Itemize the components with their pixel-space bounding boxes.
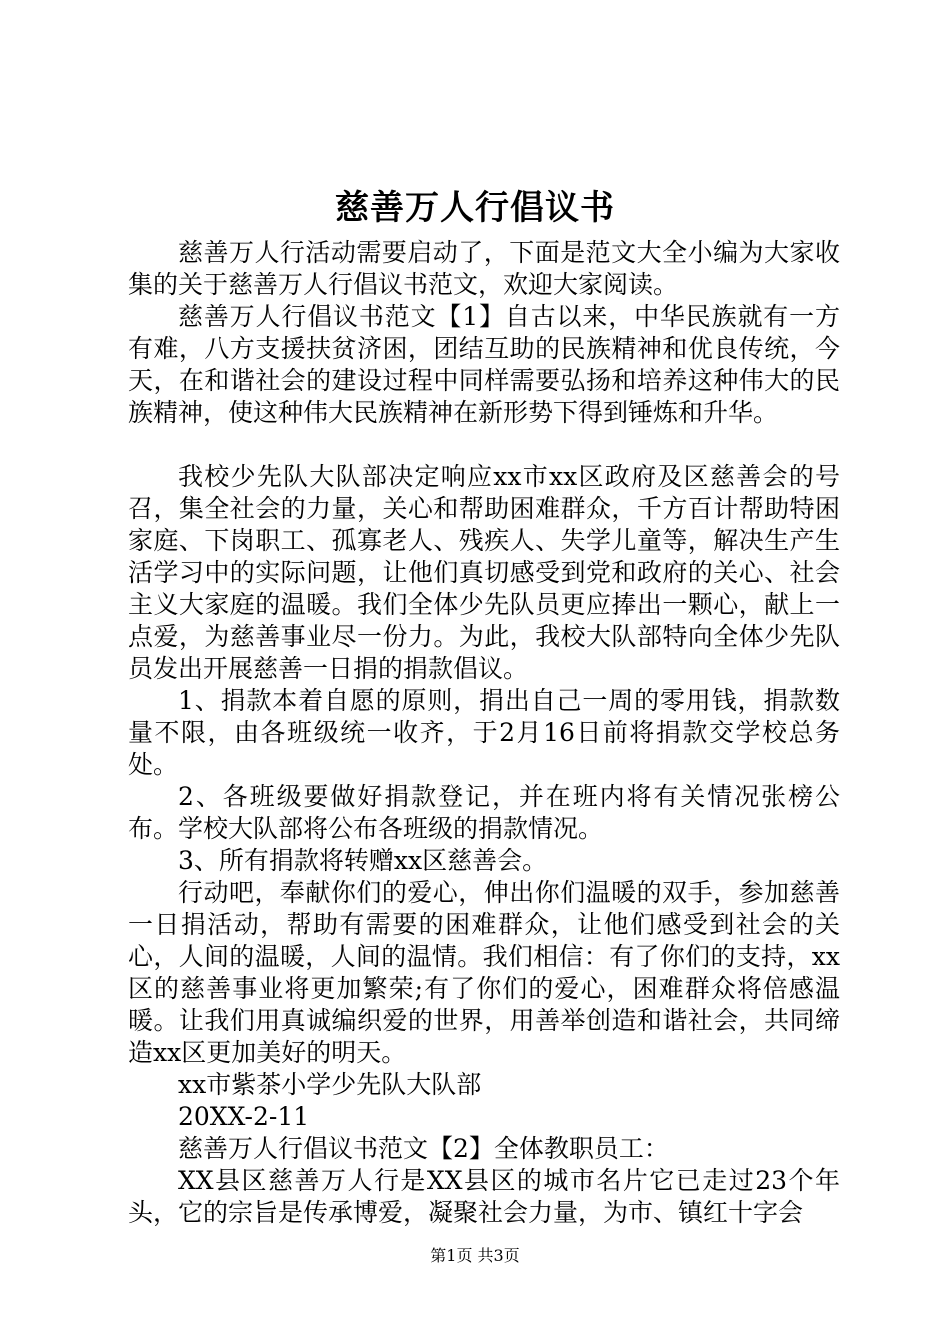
paragraph-sample-1: 慈善万人行倡议书范文【1】自古以来，中华民族就有一方有难，八方支援扶贫济困，团结互助的民族精神和优良传统，今天，在和谐社会的建设过程中同样需要弘扬和培养这种伟大的民族精神，使这种伟大民族精神在新形势下得到锤炼和升华。 bbox=[128, 302, 840, 427]
document-body bbox=[128, 237, 840, 1229]
document-title: 慈善万人行倡议书 bbox=[335, 188, 615, 228]
paragraph-intro: 慈善万人行活动需要启动了，下面是范文大全小编为大家收集的关于慈善万人行倡议书范文，欢迎大家阅读。 bbox=[128, 238, 840, 299]
paragraph-item-2: 2、各班级要做好捐款登记，并在班内将有关情况张榜公布。学校大队部将公布各班级的捐款情况。 bbox=[128, 782, 840, 843]
signature-date: 20XX-2-11 bbox=[178, 1102, 310, 1131]
paragraph-item-1: 1、捐款本着自愿的原则，捐出自己一周的零用钱，捐款数量不限，由各班级统一收齐，于2月16日前将捐款交学校总务处。 bbox=[128, 686, 840, 779]
paragraph-sample-2-heading: 慈善万人行倡议书范文【2】全体教职员工： bbox=[178, 1134, 669, 1163]
page-number-footer: 第1页 共3页 bbox=[430, 1246, 520, 1265]
paragraph-school-response: 我校少先队大队部决定响应xx市xx区政府及区慈善会的号召，集全社会的力量，关心和帮助困难群众，千方百计帮助特困家庭、下岗职工、孤寡老人、残疾人、失学儿童等，解决生产生活学习中的实际问题，让他们真切感受到党和政府的关心、社会主义大家庭的温暖。我们全体少先队员更应捧出一颗心，献上一点爱，为慈善事业尽一份力。为此，我校大队部特向全体少先队员发出开展慈善一日捐的捐款倡议。 bbox=[128, 462, 840, 683]
paragraph-sample-2-body: XX县区慈善万人行是XX县区的城市名片它已走过23个年头，它的宗旨是传承博爱，凝聚社会力量，为市、镇红十字会 bbox=[128, 1166, 840, 1227]
paragraph-call-to-action: 行动吧，奉献你们的爱心，伸出你们温暖的双手，参加慈善一日捐活动，帮助有需要的困难群众，让他们感受到社会的关心，人间的温暖，人间的温情。我们相信：有了你们的支持，xx区的慈善事业将更加繁荣;有了你们的爱心，困难群众将倍感温暖。让我们用真诚编织爱的世界，用善举创造和谐社会，共同缔造xx区更加美好的明天。 bbox=[128, 878, 840, 1067]
paragraph-item-3: 3、所有捐款将转赠xx区慈善会。 bbox=[178, 846, 548, 875]
signature-organization: xx市紫茶小学少先队大队部 bbox=[178, 1070, 482, 1099]
